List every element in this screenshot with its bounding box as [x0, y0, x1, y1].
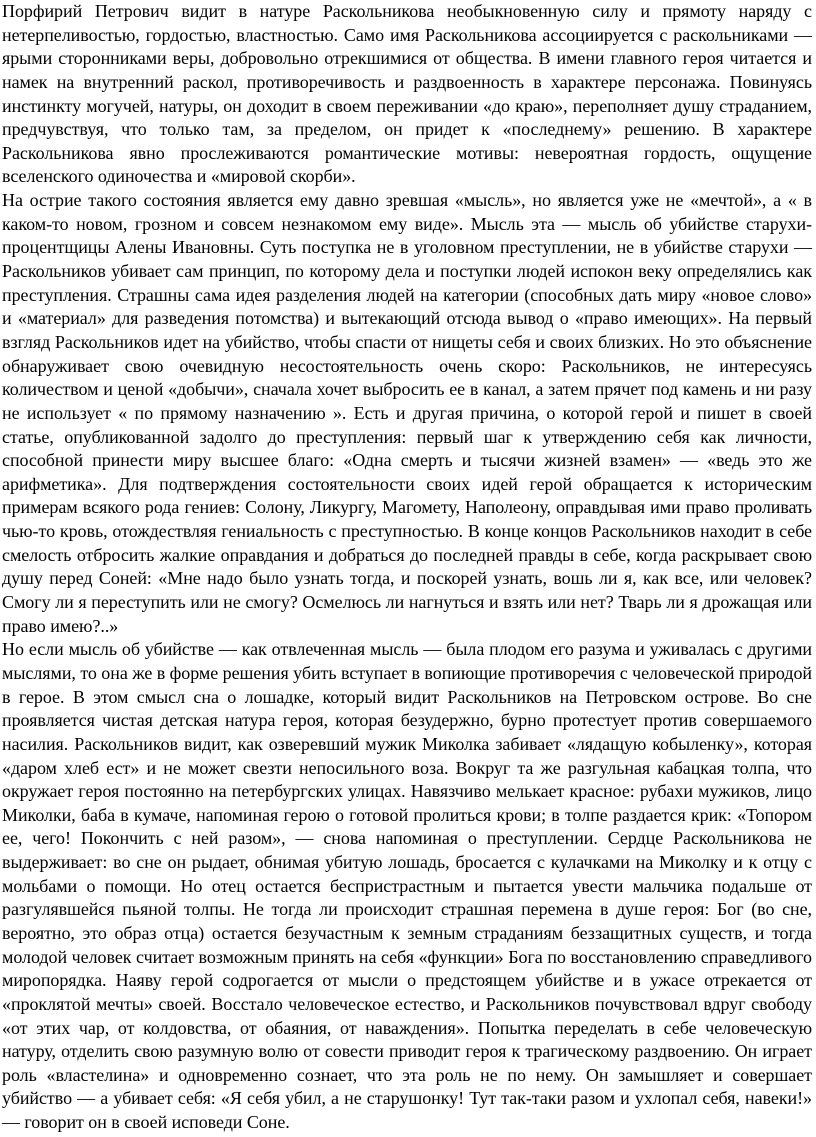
paragraph-1: Порфирий Петрович видит в натуре Раскольникова необыкновенную силу и прямоту наряду с нетерпеливостью, гордостью, властностью. Само имя Раскольникова ассоциируется с раскольниками — ярыми сторонниками веры, добровольно отрекшимися от общества. В имени главного героя читается и намек на внутренний раскол, противоречивость и раздвоенность в характере персонажа. Повинуясь инстинкту могучей, натуры, он доходит в своем переживании «до краю», переполняет душу страданием, предчувствуя, что только там, за пределом, он придет к «последнему» решению. В характере Раскольникова явно прослеживаются романтические мотивы: невероятная гордость, ощущение вселенского одиночества и «мировой скорби». [2, 1, 812, 187]
paragraph-2: На острие такого состояния является ему давно зревшая «мысль», но является уже не «мечтой», а « в каком-то новом, грозном и совсем незнакомом ему виде». Мысль эта — мысль об убийстве старухи-процентщицы Алены Ивановны. Суть поступка не в уголовном преступлении, не в убийстве старухи — Раскольников убивает сам принцип, по которому дела и поступки людей испокон веку определялись как преступления. Страшны сама идея разделения людей на категории (способных дать миру «новое слово» и «материал» для разведения потомства) и вытекающий отсюда вывод о «право имеющих». На первый взгляд Раскольников идет на убийство, чтобы спасти от нищеты себя и своих близких. Но это объяснение обнаруживает свою очевидную несостоятельность очень скоро: Раскольников, не интересуясь количеством и ценой «добычи», сначала хочет выбросить ее в канал, а затем прячет под камень и ни разу не использует « по прямому назначению ». Есть и другая причина, о которой герой и пишет в своей статье, опубликованной задолго до преступления: первый шаг к утверждению себя как личности, способной принести миру высшее благо: «Одна смерть и тысячи жизней взамен» — «ведь это же арифметика». Для подтверждения состоятельности своих идей герой обращается к историческим примерам всякого рода гениев: Солону, Ликургу, Магомету, Наполеону, оправдывая ими право проливать чью-то кровь, отождествляя гениальность с преступностью. В конце концов Раскольников находит в себе смелость отбросить жалкие оправдания и добраться до последней правды в себе, когда раскрывает свою душу перед Соней: «Мне надо было узнать тогда, и поскорей узнать, вошь ли я, как все, или человек? Смогу ли я переступить или не смогу? Осмелюсь ли нагнуться и взять или нет? Тварь ли я дрожащая или право имею?..» [2, 190, 812, 636]
paragraph-3: Но если мысль об убийстве — как отвлеченная мысль — была плодом его разума и уживалась с другими мыслями, то она же в форме решения убить вступает в вопиющие противоречия с человеческой природой в герое. В этом смысл сна о лошадке, который видит Раскольников на Петровском острове. Во сне проявляется чистая детская натура героя, которая безудержно, бурно протестует против совершаемого насилия. Раскольников видит, как озверевший мужик Миколка забивает «лядащую кобыленку», которая «даром хлеб ест» и не может свезти непосильного воза. Вокруг та же разгульная кабацкая толпа, что окружает героя постоянно на петербургских улицах. Навязчиво мелькает красное: рубахи мужиков, лицо Миколки, баба в кумаче, напоминая герою о готовой пролиться крови; в толпе раздается крик: «Топором ее, чего! Покончить с ней разом», — снова напоминая о преступлении. Сердце Раскольникова не выдерживает: во сне он рыдает, обнимая убитую лошадь, бросается с кулачками на Миколку и к отцу с мольбами о помощи. Но отец остается беспристрастным и пытается увести мальчика подальше от разгулявшейся пьяной толпы. Не тогда ли происходит страшная перемена в душе героя: Бог (во сне, вероятно, это образ отца) остается безучастным к земным страданиям беззащитных существ, и тогда молодой человек считает возможным принять на себя «функции» Бога по восстановлению справедливого миропорядка. Наяву герой содрогается от мысли о предстоящем убийстве и в ужасе отрекается от «проклятой мечты» своей. Восстало человеческое естество, и Раскольников почувствовал вдруг свободу «от этих чар, от колдовства, от обаяния, от наваждения». Попытка переделать в себе человеческую натуру, отделить свою разумную волю от совести приводит героя к трагическому раздвоению. Он играет роль «властелина» и одновременно сознает, что эта роль не по нему. Он замышляет и совершает убийство — а убивает себя: «Я себя убил, а не старушонку! Тут так-таки разом и ухлопал себя, навеки!» — говорит он в своей исповеди Соне. [2, 639, 812, 1133]
